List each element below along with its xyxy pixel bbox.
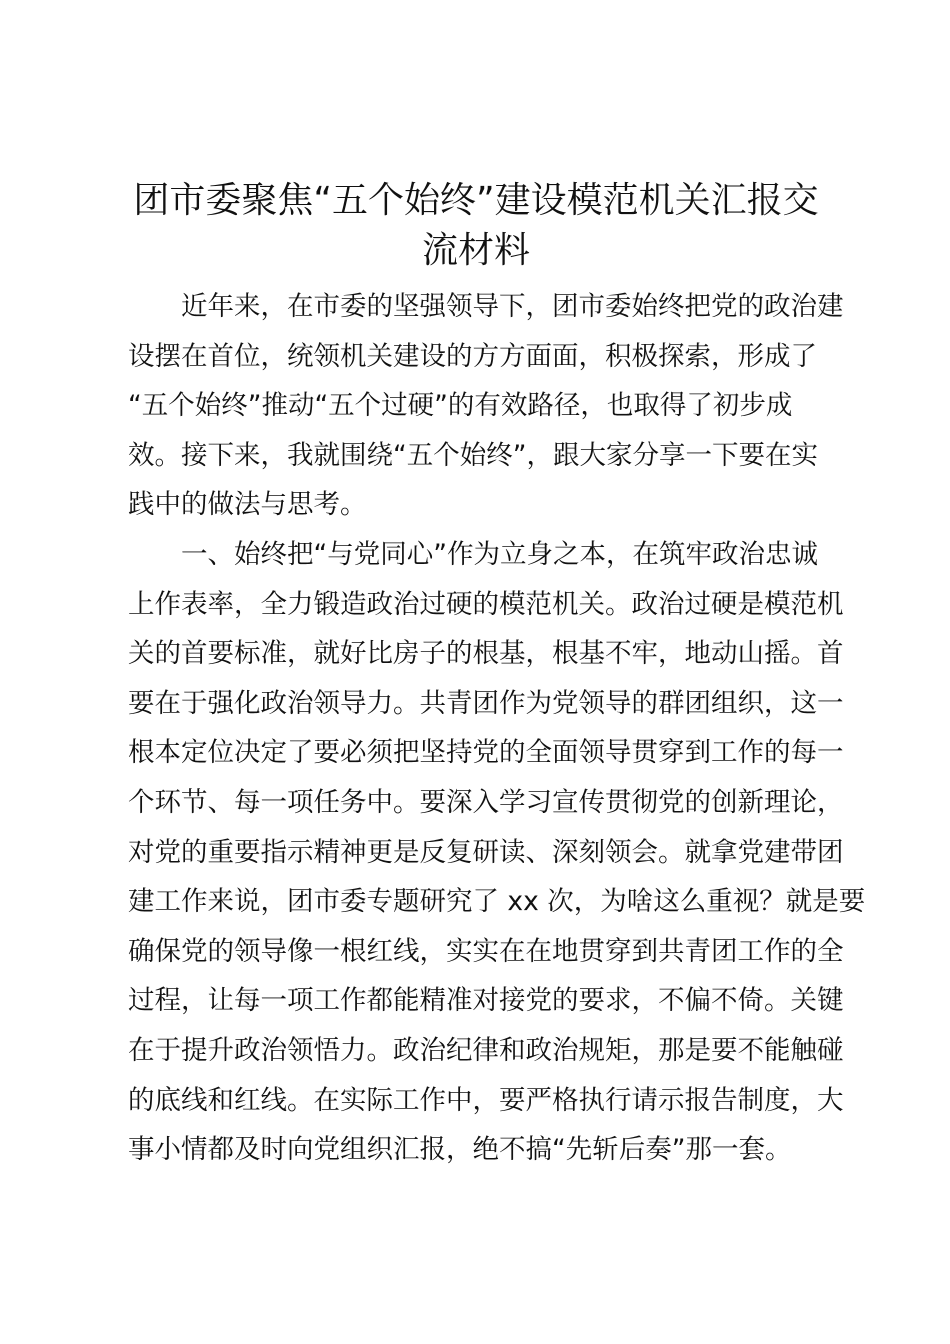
paragraph-intro (128, 282, 844, 530)
paragraph-line: 一、始终把“与党同心”作为立身之本，在筑牢政治忠诚 (181, 538, 818, 570)
paragraph-line: 对党的重要指示精神更是反复研读、深刻领会。就拿党建带团 (128, 836, 844, 868)
paragraph-line: 事小情都及时向党组织汇报，绝不搞“先斩后奏”那一套。 (128, 1134, 792, 1166)
paragraph-line: 根本定位决定了要必须把坚持党的全面领导贯穿到工作的每一 (128, 737, 844, 769)
paragraph-line: 效。接下来，我就围绕“五个始终”，跟大家分享一下要在实 (128, 439, 818, 471)
title-line-1: 团市委聚焦“五个始终”建设模范机关汇报交 (133, 180, 819, 221)
title-line-2: 流材料 (421, 230, 530, 271)
paragraph-line: 的底线和红线。在实际工作中，要严格执行请示报告制度，大 (128, 1084, 844, 1116)
paragraph-section-1 (128, 530, 866, 1175)
paragraph-line: 个环节、每一项任务中。要深入学习宣传贯彻党的创新理论， (128, 786, 844, 818)
paragraph-line: 过程，让每一项工作都能精准对接党的要求，不偏不倚。关键 (128, 985, 844, 1017)
paragraph-line: 设摆在首位，统领机关建设的方方面面，积极探索，形成了 (128, 340, 817, 372)
paragraph-line: 践中的做法与思考。 (128, 489, 367, 521)
paragraph-line: 建工作来说，团市委专题研究了 xx 次，为啥这么重视？就是要 (128, 886, 866, 918)
paragraph-line: 关的首要标准，就好比房子的根基，根基不牢，地动山摇。首 (128, 638, 844, 670)
document-body (128, 282, 866, 1175)
paragraph-line: 在于提升政治领悟力。政治纪律和政治规矩，那是要不能触碰 (128, 1034, 844, 1066)
paragraph-line: “五个始终”推动“五个过硬”的有效路径，也取得了初步成 (128, 390, 793, 422)
paragraph-line: 上作表率，全力锻造政治过硬的模范机关。政治过硬是模范机 (128, 588, 844, 620)
document-title (120, 176, 832, 276)
paragraph-line: 要在于强化政治领导力。共青团作为党领导的群团组织，这一 (128, 687, 844, 719)
paragraph-line: 近年来，在市委的坚强领导下，团市委始终把党的政治建 (181, 291, 844, 322)
paragraph-line: 确保党的领导像一根红线，实实在在地贯穿到共青团工作的全 (128, 935, 844, 967)
